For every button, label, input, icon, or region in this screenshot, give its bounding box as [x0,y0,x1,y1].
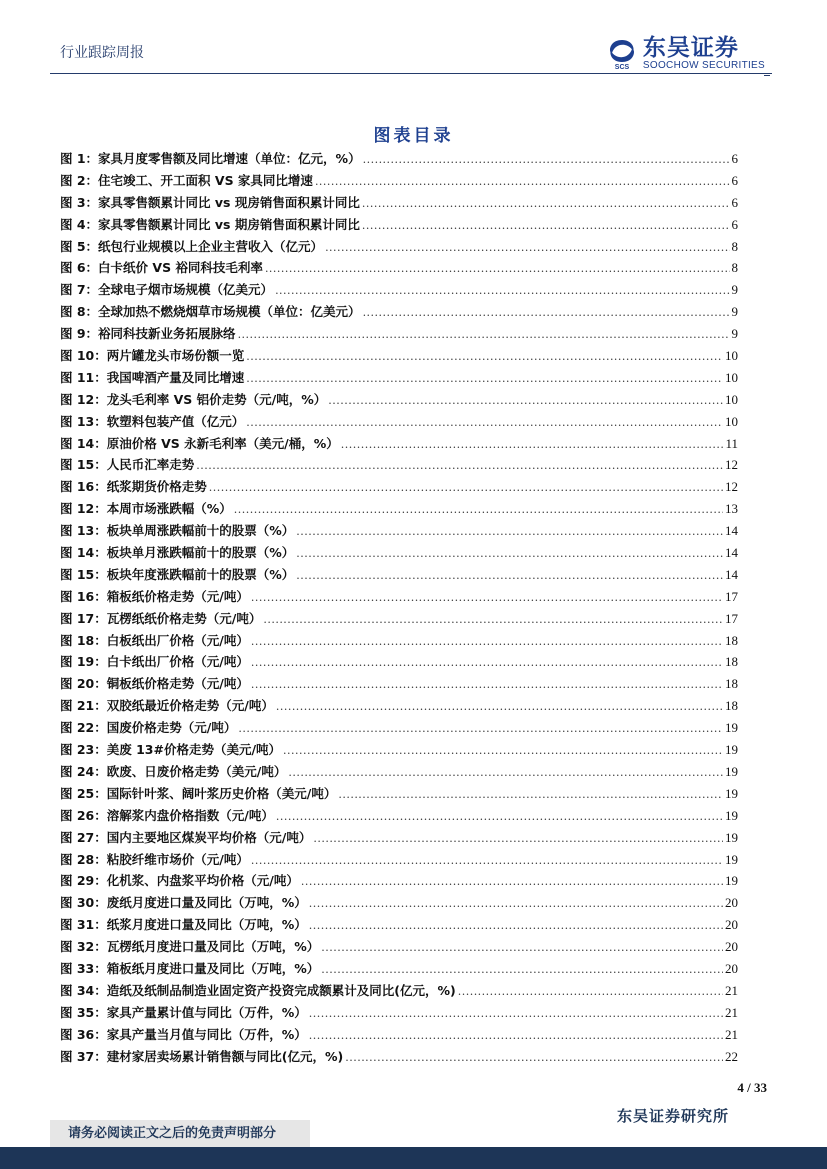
toc-entry-page: 11 [725,435,738,451]
toc-leader-dots [251,674,723,696]
toc-leader-dots [309,915,723,937]
toc-leader-dots [325,237,729,259]
toc-entry-label: 图 27：国内主要地区煤炭平均价格（元/吨） [60,829,312,845]
toc-entry[interactable] [60,914,738,936]
toc-leader-dots [309,1025,723,1047]
toc-leader-dots [301,871,723,893]
toc-entry[interactable] [60,345,738,367]
toc-entry[interactable] [60,301,738,323]
toc-leader-dots [321,959,723,981]
toc-entry[interactable] [60,761,738,783]
logo-text [643,36,765,71]
toc-entry[interactable] [60,739,738,761]
toc-entry-page: 18 [725,676,738,692]
toc-entry[interactable] [60,630,738,652]
toc-entry-page: 12 [725,479,738,495]
toc-entry[interactable] [60,476,738,498]
toc-leader-dots [309,1003,723,1025]
toc-entry-page: 6 [731,216,738,232]
toc-entry-label: 图 19：白卡纸出厂价格（元/吨） [60,654,249,670]
toc-entry-page: 17 [725,588,738,604]
toc-leader-dots [288,762,723,784]
toc-entry[interactable] [60,673,738,695]
toc-entry-label: 图 12：本周市场涨跌幅（%） [60,501,232,517]
toc-entry[interactable] [60,936,738,958]
toc-entry[interactable] [60,1024,738,1046]
toc-leader-dots [362,215,730,237]
toc-entry[interactable] [60,148,738,170]
toc-leader-dots [363,302,730,324]
toc-entry-page: 6 [731,172,738,188]
toc-entry-label: 图 13：板块单周涨跌幅前十的股票（%） [60,523,295,539]
toc-entry[interactable] [60,1002,738,1024]
footer-band [0,1147,827,1169]
toc-entry-label: 图 25：国际针叶浆、阔叶浆历史价格（美元/吨） [60,785,337,801]
toc-leader-dots [309,893,723,915]
company-logo [607,36,765,71]
toc-entry-page: 19 [725,873,738,889]
toc-entry-page: 22 [725,1048,738,1064]
toc-entry-page: 12 [725,457,738,473]
toc-entry-label: 图 1：家具月度零售额及同比增速（单位：亿元，%） [60,151,361,166]
toc-entry-page: 17 [725,610,738,626]
toc-entry-label: 图 7：全球电子烟市场规模（亿美元） [60,282,274,298]
toc-entry[interactable] [60,892,738,914]
toc-leader-dots [341,434,724,456]
toc-entry-page: 10 [725,369,738,385]
disclaimer-notice: 请务必阅读正文之后的免责声明部分 [50,1120,310,1147]
toc-leader-dots [296,543,723,565]
toc-leader-dots [283,740,723,762]
toc-entry-label: 图 24：欧废、日废价格走势（美元/吨） [60,763,287,779]
toc-leader-dots [296,565,723,587]
toc-entry[interactable] [60,783,738,805]
toc-entry-page: 13 [725,501,738,517]
toc-entry-page: 9 [731,326,738,342]
toc-entry-page: 19 [725,829,738,845]
toc-entry-page: 14 [725,545,738,561]
toc-entry-label: 图 14：原油价格 VS 永新毛利率（美元/桶，%） [60,435,339,451]
toc-entry[interactable] [60,367,738,389]
toc-leader-dots [296,521,723,543]
header-tick-mark [764,75,770,76]
toc-entry-label: 图 33：箱板纸月度进口量及同比（万吨，%） [60,960,320,976]
toc-entry-label: 图 23：美废 13#价格走势（美元/吨） [60,742,282,758]
toc-entry-page: 10 [725,391,738,407]
toc-entry-page: 20 [725,917,738,933]
toc-leader-dots [246,368,723,390]
toc-entry-page: 20 [725,960,738,976]
toc-entry-page: 19 [725,742,738,758]
toc-entry[interactable] [60,827,738,849]
toc-leader-dots [246,346,723,368]
toc-leader-dots [263,609,723,631]
toc-entry-page: 6 [731,194,738,210]
toc-entry-page: 14 [725,566,738,582]
toc-entry-label: 图 15：人民币汇率走势 [60,457,195,473]
logo-chinese-name: 东吴证券 [642,35,739,61]
toc-leader-dots [276,806,723,828]
toc-entry-label: 图 5：纸包行业规模以上企业主营收入（亿元） [60,238,324,254]
toc-title: 图表目录 [373,126,454,146]
scs-logo-icon [607,38,637,70]
toc-entry[interactable] [60,717,738,739]
toc-entry-page: 18 [725,698,738,714]
toc-entry[interactable] [60,849,738,871]
toc-entry[interactable] [60,170,738,192]
toc-entry[interactable] [60,433,738,455]
toc-entry-label: 图 36：家具产量当月值与同比（万件，%） [60,1026,307,1042]
logo-english-name: SOOCHOW SECURITIES [642,60,765,71]
toc-entry-page: 10 [725,348,738,364]
toc-entry-label: 图 2：住宅竣工、开工面积 VS 家具同比增速 [60,172,313,188]
toc-entry[interactable] [60,564,738,586]
toc-leader-dots [276,696,723,718]
toc-entry-page: 9 [731,282,738,298]
toc-entry-label: 图 4：家具零售额累计同比 vs 期房销售面积累计同比 [60,216,360,232]
toc-entry-page: 21 [725,1026,738,1042]
toc-entry-page: 14 [725,523,738,539]
header-divider [50,73,772,74]
toc-entry[interactable] [60,257,738,279]
toc-leader-dots [234,499,723,521]
toc-entry-label: 图 3：家具零售额累计同比 vs 现房销售面积累计同比 [60,194,360,210]
toc-entry-label: 图 30：废纸月度进口量及同比（万吨，%） [60,895,307,911]
toc-entry-label: 图 6：白卡纸价 VS 裕同科技毛利率 [60,260,263,276]
toc-leader-dots [265,258,730,280]
toc-entry-page: 18 [725,654,738,670]
toc-leader-dots [363,149,730,171]
toc-entry-page: 21 [725,982,738,998]
toc-entry-page: 19 [725,720,738,736]
toc-entry-label: 图 21：双胶纸最近价格走势（元/吨） [60,698,274,714]
toc-entry[interactable] [60,192,738,214]
toc-leader-dots [458,981,723,1003]
toc-entry[interactable] [60,389,738,411]
toc-leader-dots [345,1047,723,1069]
toc-entry-label: 图 15：板块年度涨跌幅前十的股票（%） [60,566,295,582]
table-of-figures [60,148,738,1067]
toc-entry-page: 20 [725,939,738,955]
toc-entry[interactable] [60,651,738,673]
toc-entry-label: 图 13：软塑料包装产值（亿元） [60,413,245,429]
toc-entry-label: 图 28：粘胶纤维市场价（元/吨） [60,851,249,867]
toc-leader-dots [251,652,723,674]
toc-entry-label: 图 11：我国啤酒产量及同比增速 [60,369,245,385]
toc-entry-label: 图 16：箱板纸价格走势（元/吨） [60,588,249,604]
toc-entry[interactable] [60,958,738,980]
toc-leader-dots [362,193,730,215]
toc-leader-dots [315,171,730,193]
toc-leader-dots [275,280,729,302]
toc-entry-label: 图 37：建材家居卖场累计销售额与同比(亿元，%) [60,1048,344,1064]
toc-entry[interactable] [60,980,738,1002]
logo-mark-text: SCS [614,63,630,70]
toc-leader-dots [209,477,723,499]
toc-leader-dots [251,850,723,872]
toc-entry[interactable] [60,542,738,564]
toc-entry-page: 19 [725,807,738,823]
toc-leader-dots [238,718,723,740]
toc-leader-dots [251,631,723,653]
report-type-label: 行业跟踪周报 [60,45,144,61]
toc-entry-label: 图 14：板块单月涨跌幅前十的股票（%） [60,545,295,561]
toc-entry-label: 图 22：国废价格走势（元/吨） [60,720,237,736]
toc-entry-label: 图 32：瓦楞纸月度进口量及同比（万吨，%） [60,939,320,955]
toc-entry-label: 图 12：龙头毛利率 VS 铝价走势（元/吨，%） [60,391,327,407]
toc-entry-page: 19 [725,763,738,779]
toc-entry-page: 8 [731,238,738,254]
toc-entry-label: 图 18：白板纸出厂价格（元/吨） [60,632,249,648]
toc-entry-label: 图 20：铜板纸价格走势（元/吨） [60,676,249,692]
toc-entry-page: 6 [731,151,738,166]
toc-entry-page: 8 [731,260,738,276]
toc-entry-label: 图 10：两片罐龙头市场份额一览 [60,348,245,364]
toc-entry[interactable] [60,411,738,433]
toc-entry-label: 图 17：瓦楞纸纸价格走势（元/吨） [60,610,262,626]
toc-entry-page: 20 [725,895,738,911]
toc-leader-dots [338,784,723,806]
toc-entry[interactable] [60,586,738,608]
toc-entry[interactable] [60,805,738,827]
toc-entry-page: 19 [725,851,738,867]
toc-entry[interactable] [60,608,738,630]
toc-entry[interactable] [60,498,738,520]
toc-leader-dots [246,412,723,434]
toc-entry-page: 10 [725,413,738,429]
toc-leader-dots [328,390,723,412]
toc-entry[interactable] [60,279,738,301]
toc-entry[interactable] [60,520,738,542]
toc-entry-label: 图 26：溶解浆内盘价格指数（元/吨） [60,807,274,823]
toc-leader-dots [238,324,730,346]
toc-entry[interactable] [60,214,738,236]
toc-entry-label: 图 9：裕同科技新业务拓展脉络 [60,326,236,342]
toc-entry[interactable] [60,695,738,717]
research-institute-name: 东吴证券研究所 [616,1107,729,1125]
toc-leader-dots [196,455,723,477]
toc-entry-page: 19 [725,785,738,801]
toc-entry-label: 图 34：造纸及纸制品制造业固定资产投资完成额累计及同比(亿元，%) [60,982,456,998]
toc-entry-page: 21 [725,1004,738,1020]
toc-entry-label: 图 35：家具产量累计值与同比（万件，%） [60,1004,307,1020]
toc-entry-page: 18 [725,632,738,648]
toc-entry-label: 图 29：化机浆、内盘浆平均价格（元/吨） [60,873,299,889]
toc-entry[interactable] [60,870,738,892]
toc-leader-dots [251,587,723,609]
toc-leader-dots [313,828,723,850]
toc-entry[interactable] [60,1046,738,1068]
toc-entry-page: 9 [731,304,738,320]
toc-entry[interactable] [60,323,738,345]
toc-entry[interactable] [60,236,738,258]
page-number: 4 / 33 [737,1080,767,1095]
toc-entry-label: 图 8：全球加热不燃烧烟草市场规模（单位：亿美元） [60,304,361,320]
toc-leader-dots [321,937,723,959]
toc-entry-label: 图 31：纸浆月度进口量及同比（万吨，%） [60,917,307,933]
toc-entry-label: 图 16：纸浆期货价格走势 [60,479,207,495]
toc-entry[interactable] [60,454,738,476]
